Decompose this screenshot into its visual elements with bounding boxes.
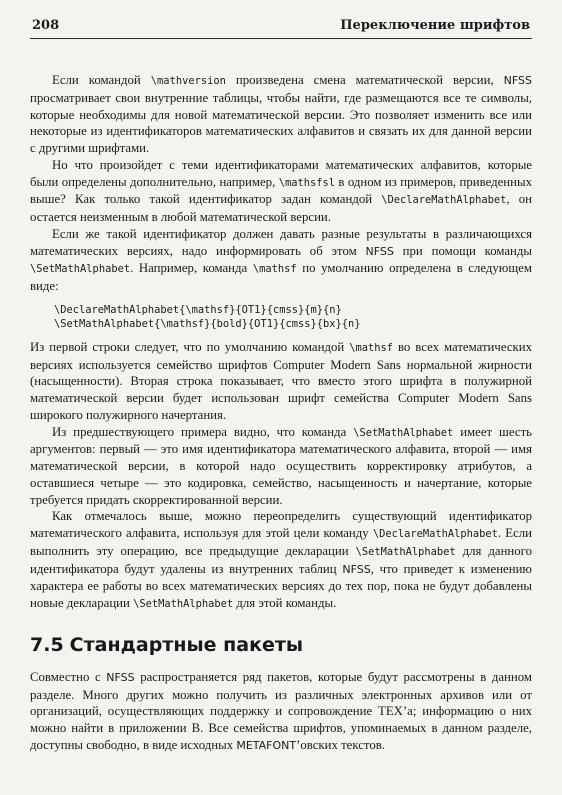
paragraph: Если командой \mathversion произведена смена математической версии, NFSS просматривает свои внутренние таблицы, чтобы найти, где размещаются все те символы, которые необходимы для новой математической версии. Это позволяет изменить все или некоторые из идентификаторов математических алфавитов и связать их для данной версии с другими шрифтами. [30, 73, 532, 155]
code-line: \DeclareMathAlphabet{\mathsf}{OT1}{cmss}{m}{n} [54, 303, 342, 316]
paragraph: Из первой строки следует, что по умолчанию командой \mathsf во всех математических версиях используется семейство шрифтов Computer Modern Sans нормальной жирности (насыщенности). Вторая строка показывает, что вместо этого шрифта в полужирной математической версии будет использован шрифт семейства Computer Modern Sans широкого полужирного начертания. [30, 339, 532, 422]
paragraph: Как отмечалось выше, можно переопределить существующий идентификатор математического алфавита, используя для этой цели команду \DeclareMathAlphabet. Если выполнить эту операцию, все предыдущие декларации \SetMathAlphabet для данного идентификатора будут удалены из внутренних таблиц NFSS, что приведет к изменению характера ее работы во всех математических версиях до тех пор, пока не будут добавлены новые декларации \SetMathAlphabet для этой команды. [30, 509, 532, 610]
section-number: 7.5 [30, 633, 64, 656]
code-listing [54, 303, 532, 331]
running-title: Переключение шрифтов [340, 18, 530, 33]
running-header [30, 16, 532, 39]
paragraph: Но что произойдет с теми идентификаторами математических алфавитов, которые были определены дополнительно, например, \mathsfsl в одном из примеров, приведенных выше? Как только такой идентификатор задан командой \DeclareMathAlphabet, он остается неизменным в любой математической версии. [30, 157, 533, 224]
page-number: 208 [32, 18, 60, 33]
paragraph: Если же такой идентификатор должен давать разные результаты в различающихся математических версиях, надо информировать об этом NFSS при помощи команды \SetMathAlphabet. Например, команда \mathsf по умолчанию определена в следующем виде: [30, 226, 533, 293]
paragraph: Совместно с NFSS распространяется ряд пакетов, которые будут рассмотрены в данном разделе. Много других можно получить из различных электронных архивов или от организаций, осуществляющих поддержку и сопровождение TEX’а; информацию о них можно найти в приложении В. Все семейства шрифтов, упоминаемых в данном разделе, доступны свободно, в виде исходных METAFONT’овских текстов. [30, 669, 532, 752]
page-body [30, 72, 532, 755]
section-title: Стандартные пакеты [69, 633, 304, 656]
section-heading [30, 633, 532, 657]
code-line: \SetMathAlphabet{\mathsf}{bold}{OT1}{cmss}{bx}{n} [54, 317, 361, 330]
paragraph: Из предшествующего примера видно, что команда \SetMathAlphabet имеет шесть аргументов: первый — это имя идентификатора математического алфавита, второй — имя математической версии, в которой надо осуществить корректировку атрибутов, а оставшиеся четыре — это кодировка, семейство, насыщенность и начертание, которые требуется придать скорректированной версии. [30, 424, 532, 507]
